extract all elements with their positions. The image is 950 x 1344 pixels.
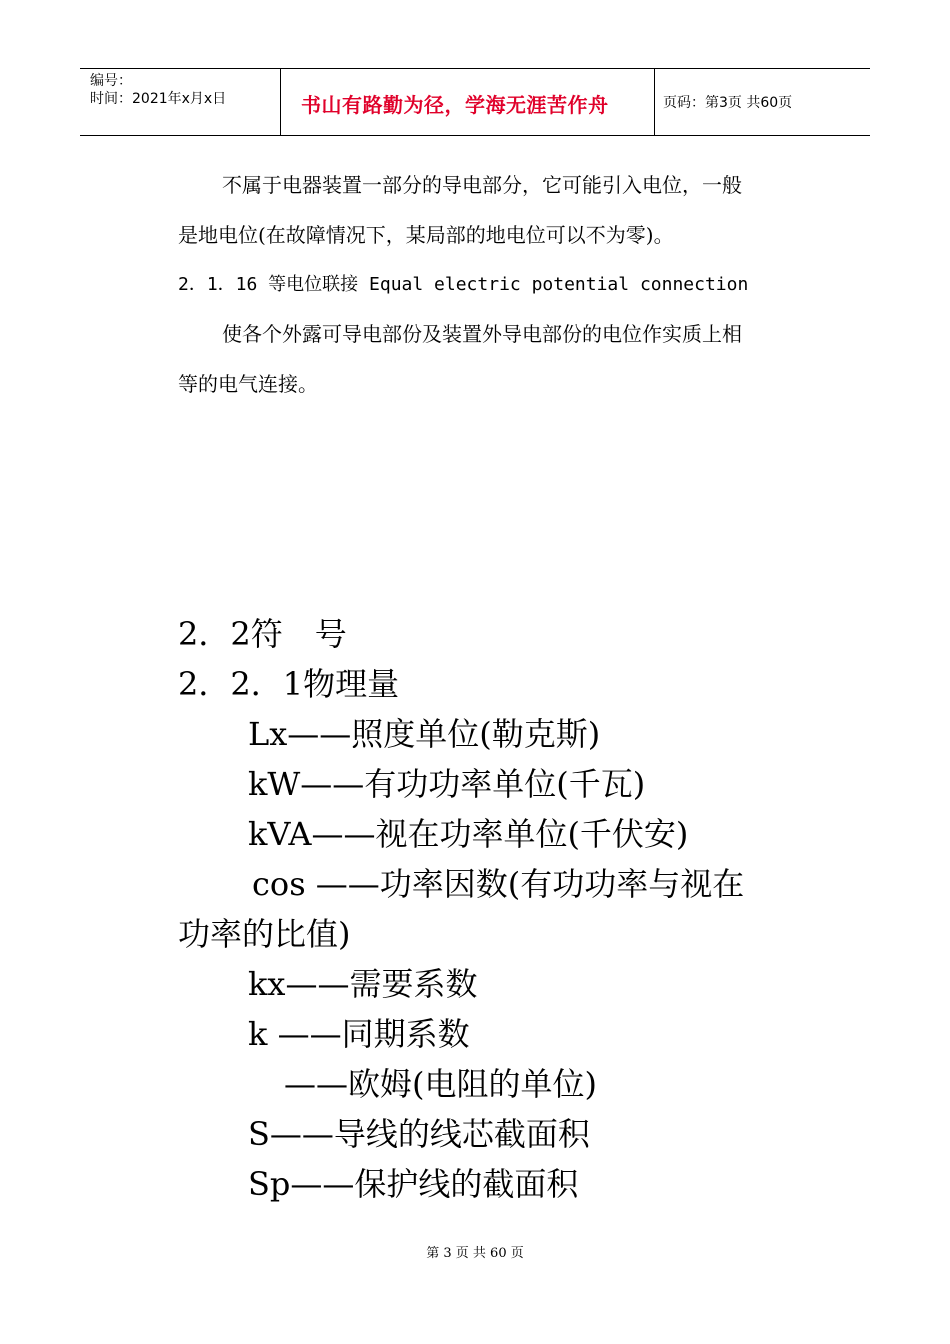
header-page-number: 页码：第3页 共60页 <box>663 95 793 111</box>
header-motto: 书山有路勤为径，学海无涯苦作舟 <box>301 93 609 117</box>
section-heading-2-1-16: 2．1．16 等电位联接 Equal electric potential connection <box>178 274 749 295</box>
symbol-item-s: S——导线的线芯截面积 <box>248 1115 590 1153</box>
section-heading-2-2-1: 2．2．1物理量 <box>178 665 400 703</box>
header-motto-cell <box>281 69 655 135</box>
header-info-cell <box>80 69 281 135</box>
symbol-item-kva: kVA——视在功率单位(千伏安) <box>248 815 689 853</box>
symbol-item-kx: kx——需要系数 <box>248 965 478 1003</box>
symbol-item-kw: kW——有功功率单位(千瓦) <box>248 765 646 803</box>
symbol-item-lx: Lx——照度单位(勒克斯) <box>248 715 601 753</box>
document-number-label: 编号： <box>90 73 132 89</box>
symbol-item-cos-continuation: 功率的比值) <box>178 915 351 953</box>
paragraph-2-line-1: 使各个外露可导电部份及装置外导电部份的电位作实质上相 <box>222 322 742 346</box>
symbol-item-cos: cos ——功率因数(有功功率与视在 <box>252 865 745 903</box>
section-heading-2-2: 2．2符 号 <box>178 615 347 653</box>
document-date-label: 时间：2021年x月x日 <box>90 91 227 107</box>
symbol-item-k: k ——同期系数 <box>248 1015 470 1053</box>
symbol-item-ohm: ——欧姆(电阻的单位) <box>284 1065 597 1103</box>
header-page-cell <box>655 69 870 135</box>
symbol-item-sp: Sp——保护线的截面积 <box>248 1165 579 1203</box>
paragraph-2-line-2: 等的电气连接。 <box>178 372 318 396</box>
document-header <box>80 68 870 136</box>
paragraph-1-line-1: 不属于电器装置一部分的导电部分，它可能引入电位，一般 <box>222 173 742 197</box>
page-footer: 第 3 页 共 60 页 <box>426 1246 524 1261</box>
paragraph-1-line-2: 是地电位(在故障情况下，某局部的地电位可以不为零)。 <box>178 223 674 247</box>
